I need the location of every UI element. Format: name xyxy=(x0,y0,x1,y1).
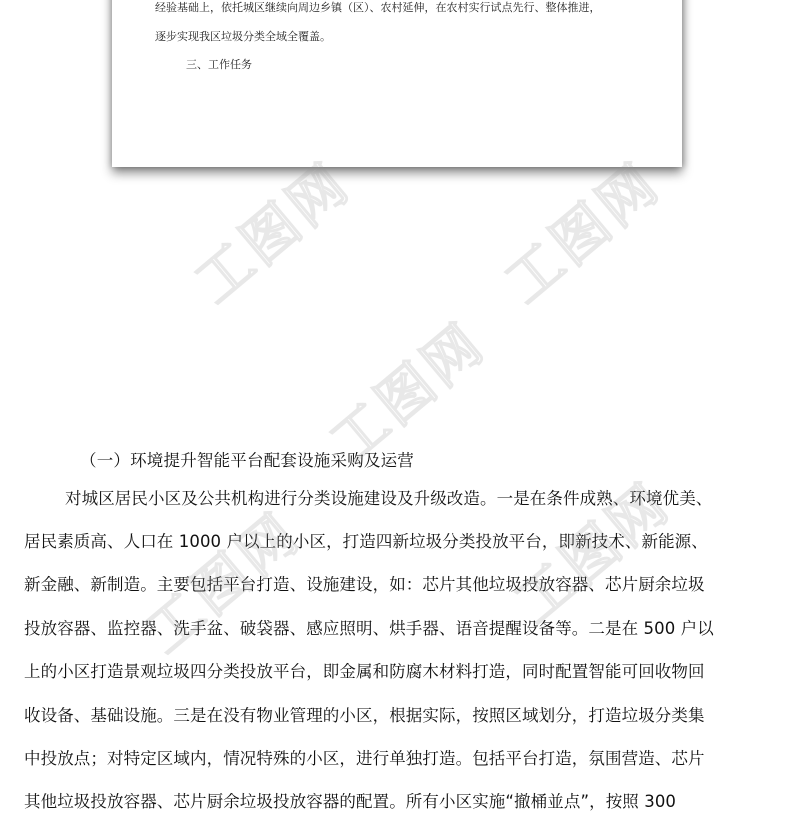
preview-text-line: 经验基础上，依托城区继续向周边乡镇（区）、农村延伸，在农村实行试点先行、整体推进， xyxy=(155,1,601,14)
watermark-logo: 工图网 xyxy=(318,310,498,477)
body-text-line: 中投放点；对特定区域内，情况特殊的小区，进行单独打造。包括平台打造，氛围营造、芯片 xyxy=(24,749,705,768)
preview-text-line: 逐步实现我区垃圾分类全域全覆盖。 xyxy=(155,30,331,43)
watermark-logo: 工图网 xyxy=(503,470,683,637)
watermark-logo: 工图网 xyxy=(493,150,673,317)
body-text-line: 其他垃圾投放容器、芯片厨余垃圾投放容器的配置。所有小区实施“撤桶並点”，按照 300 xyxy=(24,792,677,811)
body-text-line: 上的小区打造景观垃圾四分类投放平台，即金属和防腐木材料打造，同时配置智能可回收物回 xyxy=(24,662,705,681)
section-heading: （一）环境提升智能平台配套设施采购及运营 xyxy=(80,451,414,470)
body-text-line: 新金融、新制造。主要包括平台打造、设施建设，如：芯片其他垃圾投放容器、芯片厨余垃圾 xyxy=(24,575,705,594)
body-text-line: 居民素质高、人口在 1000 户以上的小区，打造四新垃圾分类投放平台，即新技术、新能源、 xyxy=(24,532,708,551)
watermark-logo: 工图网 xyxy=(133,500,313,667)
preview-section-title: 三、工作任务 xyxy=(186,58,252,71)
body-text-line: 收设备、基础设施。三是在没有物业管理的小区，根据实际，按照区域划分，打造垃圾分类集 xyxy=(24,706,705,725)
body-text-line: 对城区居民小区及公共机构进行分类设施建设及升级改造。一是在条件成熟、环境优美、 xyxy=(65,489,713,508)
body-text-line: 投放容器、监控器、洗手盆、破袋器、感应照明、烘手器、语音提醒设备等。二是在 500 户以 xyxy=(24,619,714,638)
watermark-logo: 工图网 xyxy=(183,150,363,317)
